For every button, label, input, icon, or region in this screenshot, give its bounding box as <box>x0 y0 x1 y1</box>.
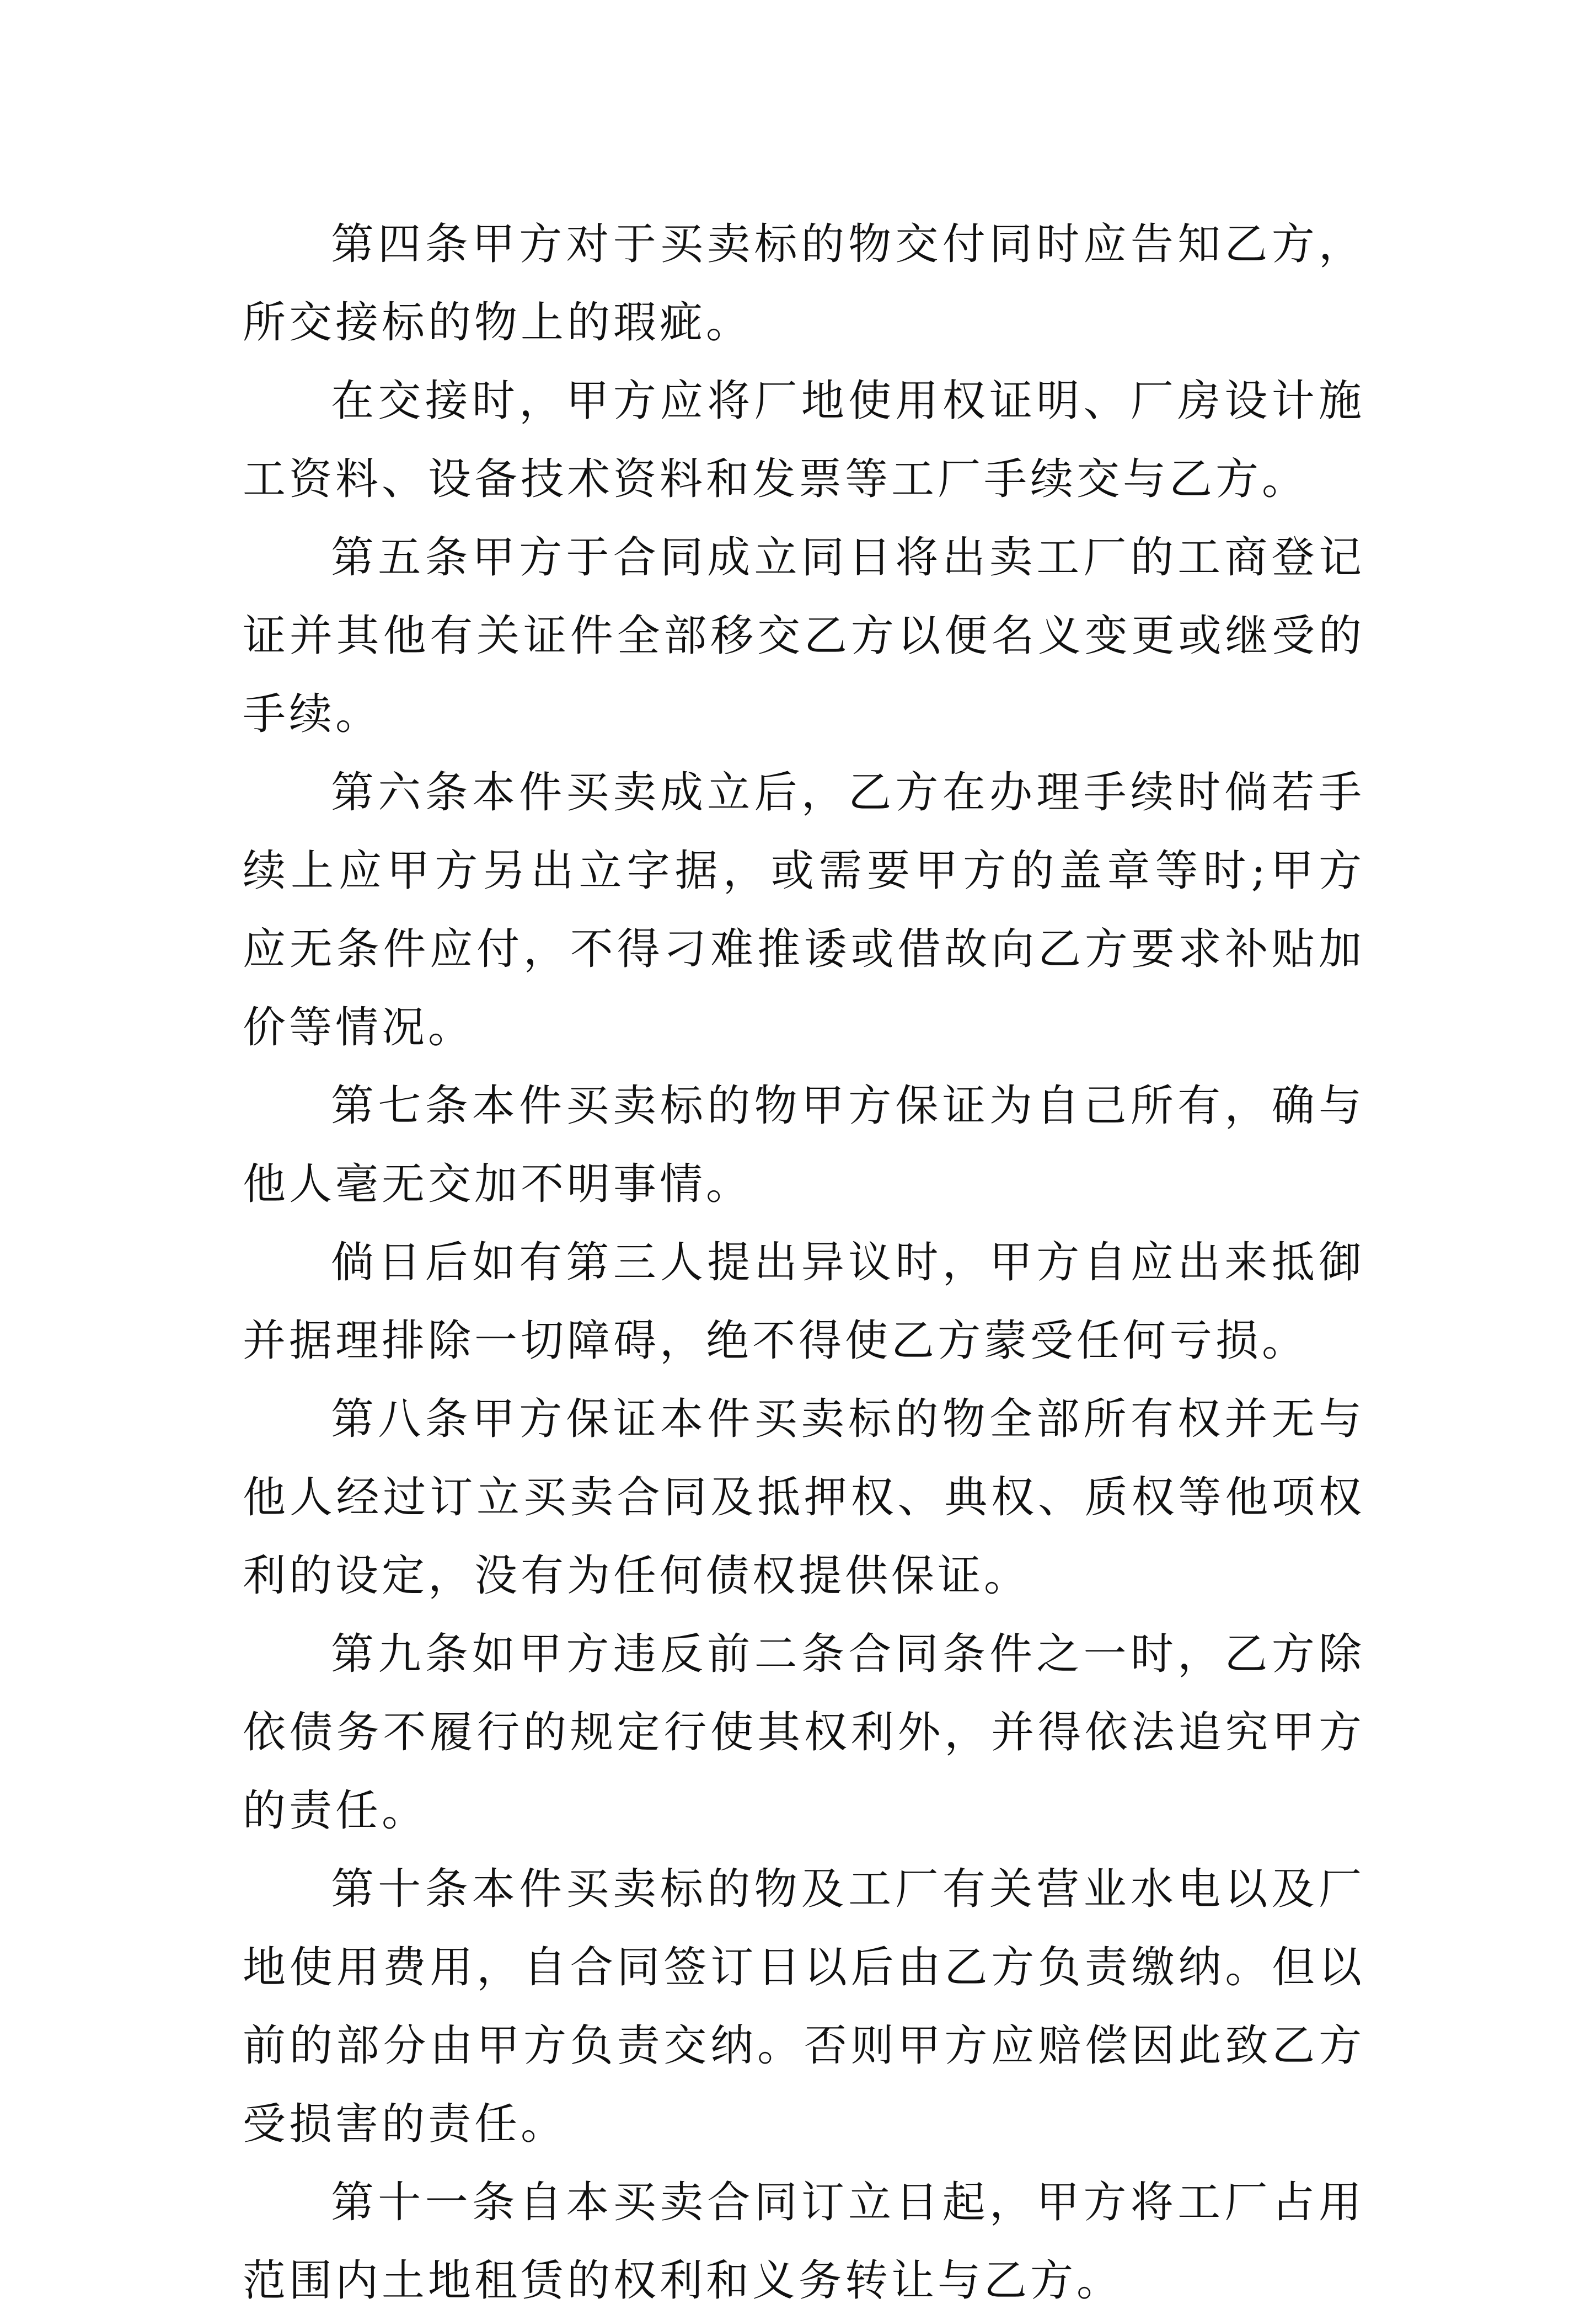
paragraph-article-11: 第十一条自本买卖合同订立日起，甲方将工厂占用范围内土地租赁的权利和义务转让与乙方。 <box>243 2178 1365 2306</box>
paragraph-article-7-objection: 倘日后如有第三人提出异议时，甲方自应出来抵御并据理排除一切障碍，绝不得使乙方蒙受任何亏损。 <box>243 1238 1365 1366</box>
paragraph-article-6: 第六条本件买卖成立后，乙方在办理手续时倘若手续上应甲方另出立字据，或需要甲方的盖章等时;甲方应无条件应付，不得刁难推诿或借故向乙方要求补贴加价等情况。 <box>243 768 1365 1052</box>
paragraph-article-10: 第十条本件买卖标的物及工厂有关营业水电以及厂地使用费用，自合同签订日以后由乙方负责缴纳。但以前的部分由甲方负责交纳。否则甲方应赔偿因此致乙方受损害的责任。 <box>243 1864 1365 2149</box>
document-body <box>243 205 1365 2320</box>
paragraph-article-5: 第五条甲方于合同成立同日将出卖工厂的工商登记证并其他有关证件全部移交乙方以便名义变更或继受的手续。 <box>243 533 1365 739</box>
paragraph-article-4-handover: 在交接时，甲方应将厂地使用权证明、厂房设计施工资料、设备技术资料和发票等工厂手续交与乙方。 <box>243 376 1365 504</box>
paragraph-article-4: 第四条甲方对于买卖标的物交付同时应告知乙方，所交接标的物上的瑕疵。 <box>243 220 1365 348</box>
paragraph-article-9: 第九条如甲方违反前二条合同条件之一时，乙方除依债务不履行的规定行使其权利外，并得依法追究甲方的责任。 <box>243 1629 1365 1836</box>
paragraph-article-7: 第七条本件买卖标的物甲方保证为自己所有，确与他人毫无交加不明事情。 <box>243 1081 1365 1209</box>
paragraph-article-8: 第八条甲方保证本件买卖标的物全部所有权并无与他人经过订立买卖合同及抵押权、典权、质权等他项权利的设定，没有为任何债权提供保证。 <box>243 1394 1365 1601</box>
